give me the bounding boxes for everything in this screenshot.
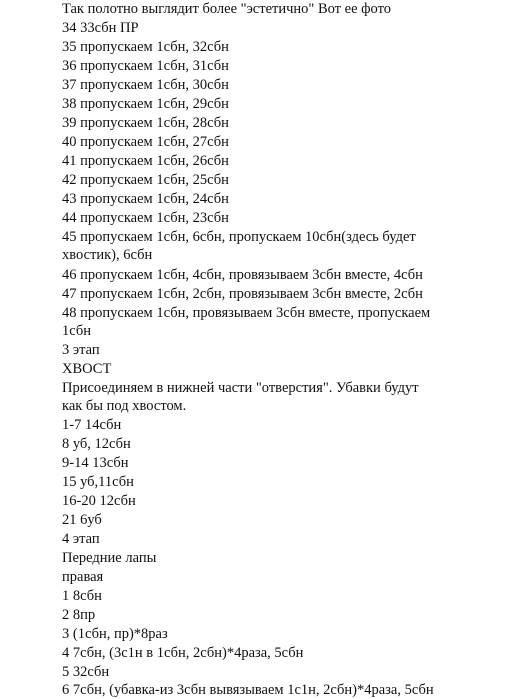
text-line: 15 уб,11сбн [62, 474, 134, 490]
text-line: хвостик), 6сбн [62, 247, 153, 263]
text-line: 4 этап [62, 531, 100, 547]
text-line: 48 пропускаем 1сбн, провязываем 3сбн вместе, пропускаем [62, 305, 431, 321]
text-line: 37 пропускаем 1сбн, 30сбн [62, 77, 229, 93]
text-line: 3 (1сбн, пр)*8раз [62, 626, 168, 642]
text-line: 34 33сбн ПР [62, 20, 139, 36]
text-line: 1-7 14сбн [62, 417, 122, 433]
text-line: 45 пропускаем 1сбн, 6сбн, пропускаем 10сбн(здесь будет [62, 229, 416, 245]
text-line: правая [62, 569, 104, 585]
text-line: 6 7сбн, (убавка-из 3сбн вывязываем 1с1н, 2сбн)*4раза, 5сбн [62, 682, 434, 698]
text-line: 1 8сбн [62, 588, 102, 604]
text-line: 35 пропускаем 1сбн, 32сбн [62, 39, 229, 55]
text-line: 9-14 13сбн [62, 455, 129, 471]
text-line: 16-20 12сбн [62, 493, 136, 509]
text-line: 8 уб, 12сбн [62, 436, 131, 452]
text-line: 46 пропускаем 1сбн, 4сбн, провязываем 3сбн вместе, 4сбн [62, 267, 423, 283]
text-line: 5 32сбн [62, 664, 110, 680]
text-line: Так полотно выглядит более "эстетично" Вот ее фото [62, 1, 391, 17]
text-line: 41 пропускаем 1сбн, 26сбн [62, 153, 229, 169]
text-line: 1сбн [62, 323, 91, 339]
text-line: 36 пропускаем 1сбн, 31сбн [62, 58, 229, 74]
text-line: 21 6уб [62, 512, 102, 528]
text-line: 42 пропускаем 1сбн, 25сбн [62, 172, 229, 188]
text-line: 40 пропускаем 1сбн, 27сбн [62, 134, 229, 150]
text-line: 43 пропускаем 1сбн, 24сбн [62, 191, 229, 207]
text-line: как бы под хвостом. [62, 398, 187, 414]
text-line: 3 этап [62, 342, 100, 358]
text-line: 2 8пр [62, 607, 96, 623]
text-line: Присоединяем в нижней части "отверстия". Убавки будут [62, 380, 419, 396]
text-line: 38 пропускаем 1сбн, 29сбн [62, 96, 229, 112]
text-line: 47 пропускаем 1сбн, 2сбн, провязываем 3сбн вместе, 2сбн [62, 286, 423, 302]
section-heading: ХВОСТ [62, 361, 112, 377]
text-line: Передние лапы [62, 550, 157, 566]
text-line: 39 пропускаем 1сбн, 28сбн [62, 115, 229, 131]
text-line: 44 пропускаем 1сбн, 23сбн [62, 210, 229, 226]
text-line: 4 7сбн, (3с1н в 1сбн, 2сбн)*4раза, 5сбн [62, 645, 304, 661]
